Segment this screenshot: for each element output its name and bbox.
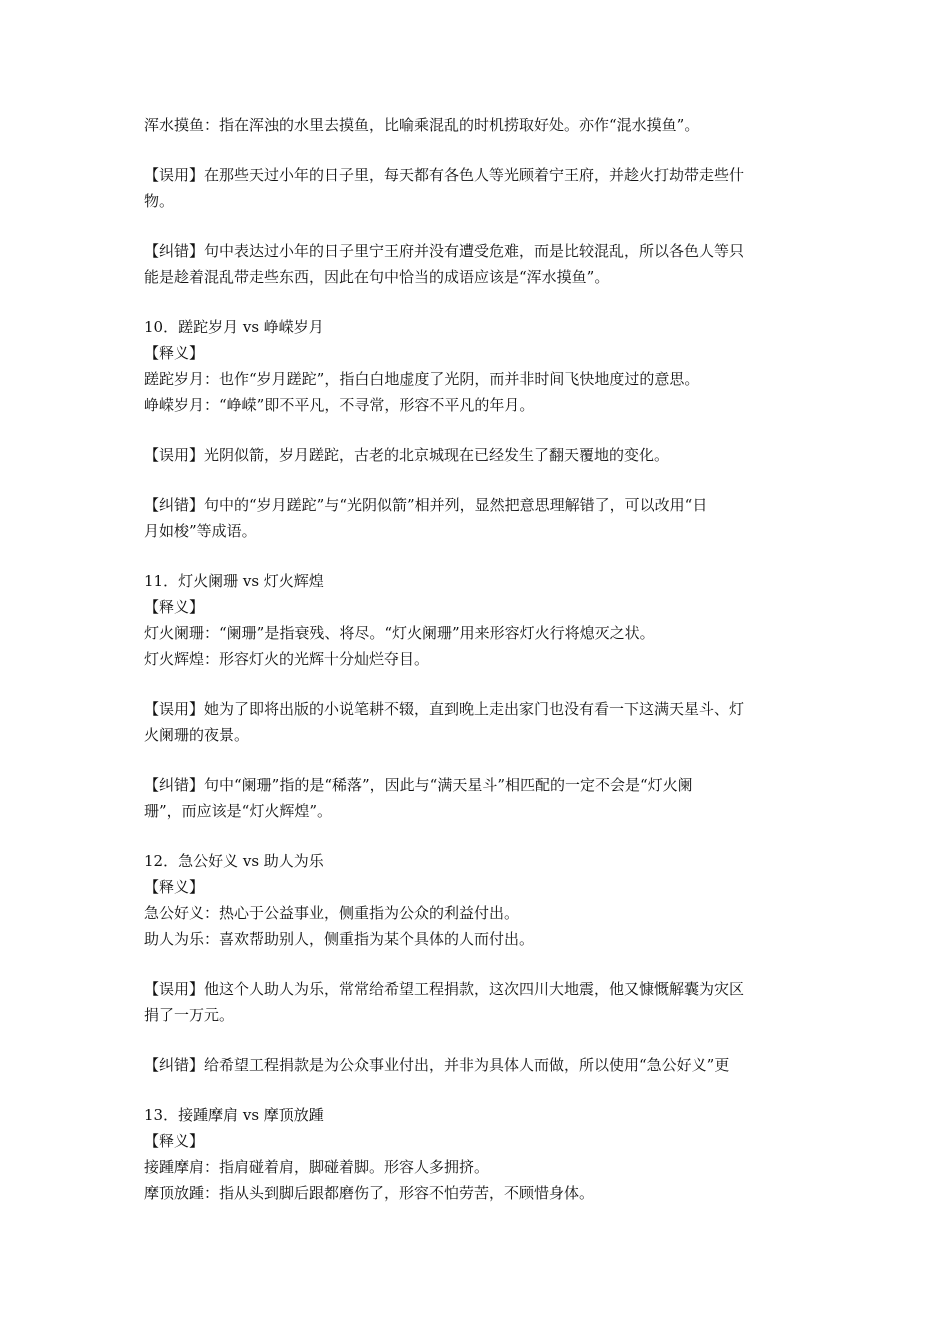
section-heading: 12．急公好义 vs 助人为乐 [144, 852, 324, 870]
correction-line: 【纠错】句中表达过小年的日子里宁王府并没有遭受危难，而是比较混乱，所以各色人等只 [144, 242, 745, 260]
misuse-line: 【误用】他这个人助人为乐，常常给希望工程捐款，这次四川大地震，他又慷慨解囊为灾区 [144, 980, 745, 998]
misuse-paragraph [144, 162, 814, 214]
gloss-label: 【释义】 [144, 598, 205, 616]
correction-line: 【纠错】给希望工程捐款是为公众事业付出，并非为具体人而做，所以使用“急公好义”更 [144, 1056, 730, 1074]
correction-paragraph [144, 1052, 814, 1078]
definition-b: 摩顶放踵：指从头到脚后跟都磨伤了，形容不怕劳苦，不顾惜身体。 [144, 1184, 595, 1202]
correction-line: 【纠错】句中“阑珊”指的是“稀落”，因此与“满天星斗”相匹配的一定不会是“灯火阑 [144, 776, 693, 794]
section-heading: 10．蹉跎岁月 vs 峥嵘岁月 [144, 318, 324, 336]
correction-line: 月如梭”等成语。 [144, 522, 257, 540]
definition-b: 峥嵘岁月：“峥嵘”即不平凡，不寻常，形容不平凡的年月。 [144, 396, 535, 414]
correction-line: 能是趁着混乱带走些东西，因此在句中恰当的成语应该是“浑水摸鱼”。 [144, 268, 610, 286]
correction-paragraph [144, 238, 814, 290]
correction-paragraph [144, 772, 814, 824]
correction-paragraph [144, 492, 814, 544]
misuse-line: 【误用】她为了即将出版的小说笔耕不辍，直到晚上走出家门也没有看一下这满天星斗、灯 [144, 700, 745, 718]
definition-a: 接踵摩肩：指肩碰着肩，脚碰着脚。形容人多拥挤。 [144, 1158, 490, 1176]
misuse-line: 【误用】光阴似箭，岁月蹉跎，古老的北京城现在已经发生了翻天覆地的变化。 [144, 446, 670, 464]
gloss-label: 【释义】 [144, 344, 205, 362]
misuse-line: 物。 [144, 192, 175, 210]
correction-line: 【纠错】句中的“岁月蹉跎”与“光阴似箭”相并列，显然把意思理解错了，可以改用“日 [144, 496, 708, 514]
definition-a: 灯火阑珊：“阑珊”是指衰残、将尽。“灯火阑珊”用来形容灯火行将熄灭之状。 [144, 624, 655, 642]
section-heading: 11．灯火阑珊 vs 灯火辉煌 [144, 572, 324, 590]
definition-a: 蹉跎岁月：也作“岁月蹉跎”，指白白地虚度了光阴，而并非时间飞快地度过的意思。 [144, 370, 700, 388]
section-heading: 13．接踵摩肩 vs 摩顶放踵 [144, 1106, 324, 1124]
misuse-line: 火阑珊的夜景。 [144, 726, 250, 744]
misuse-paragraph [144, 696, 814, 748]
correction-line: 珊”，而应该是“灯火辉煌”。 [144, 802, 333, 820]
misuse-paragraph [144, 976, 814, 1028]
misuse-paragraph [144, 442, 814, 468]
gloss-label: 【释义】 [144, 1132, 205, 1150]
document-body [144, 112, 814, 1206]
misuse-line: 捐了一万元。 [144, 1006, 235, 1024]
misuse-line: 【误用】在那些天过小年的日子里，每天都有各色人等光顾着宁王府，并趁火打劫带走些什 [144, 166, 745, 184]
definition-b: 助人为乐：喜欢帮助别人，侧重指为某个具体的人而付出。 [144, 930, 535, 948]
definition-a: 急公好义：热心于公益事业，侧重指为公众的利益付出。 [144, 904, 520, 922]
definition-a: 浑水摸鱼：指在浑浊的水里去摸鱼，比喻乘混乱的时机捞取好处。亦作“混水摸鱼”。 [144, 116, 700, 134]
gloss-label: 【释义】 [144, 878, 205, 896]
definition-b: 灯火辉煌：形容灯火的光辉十分灿烂夺目。 [144, 650, 430, 668]
